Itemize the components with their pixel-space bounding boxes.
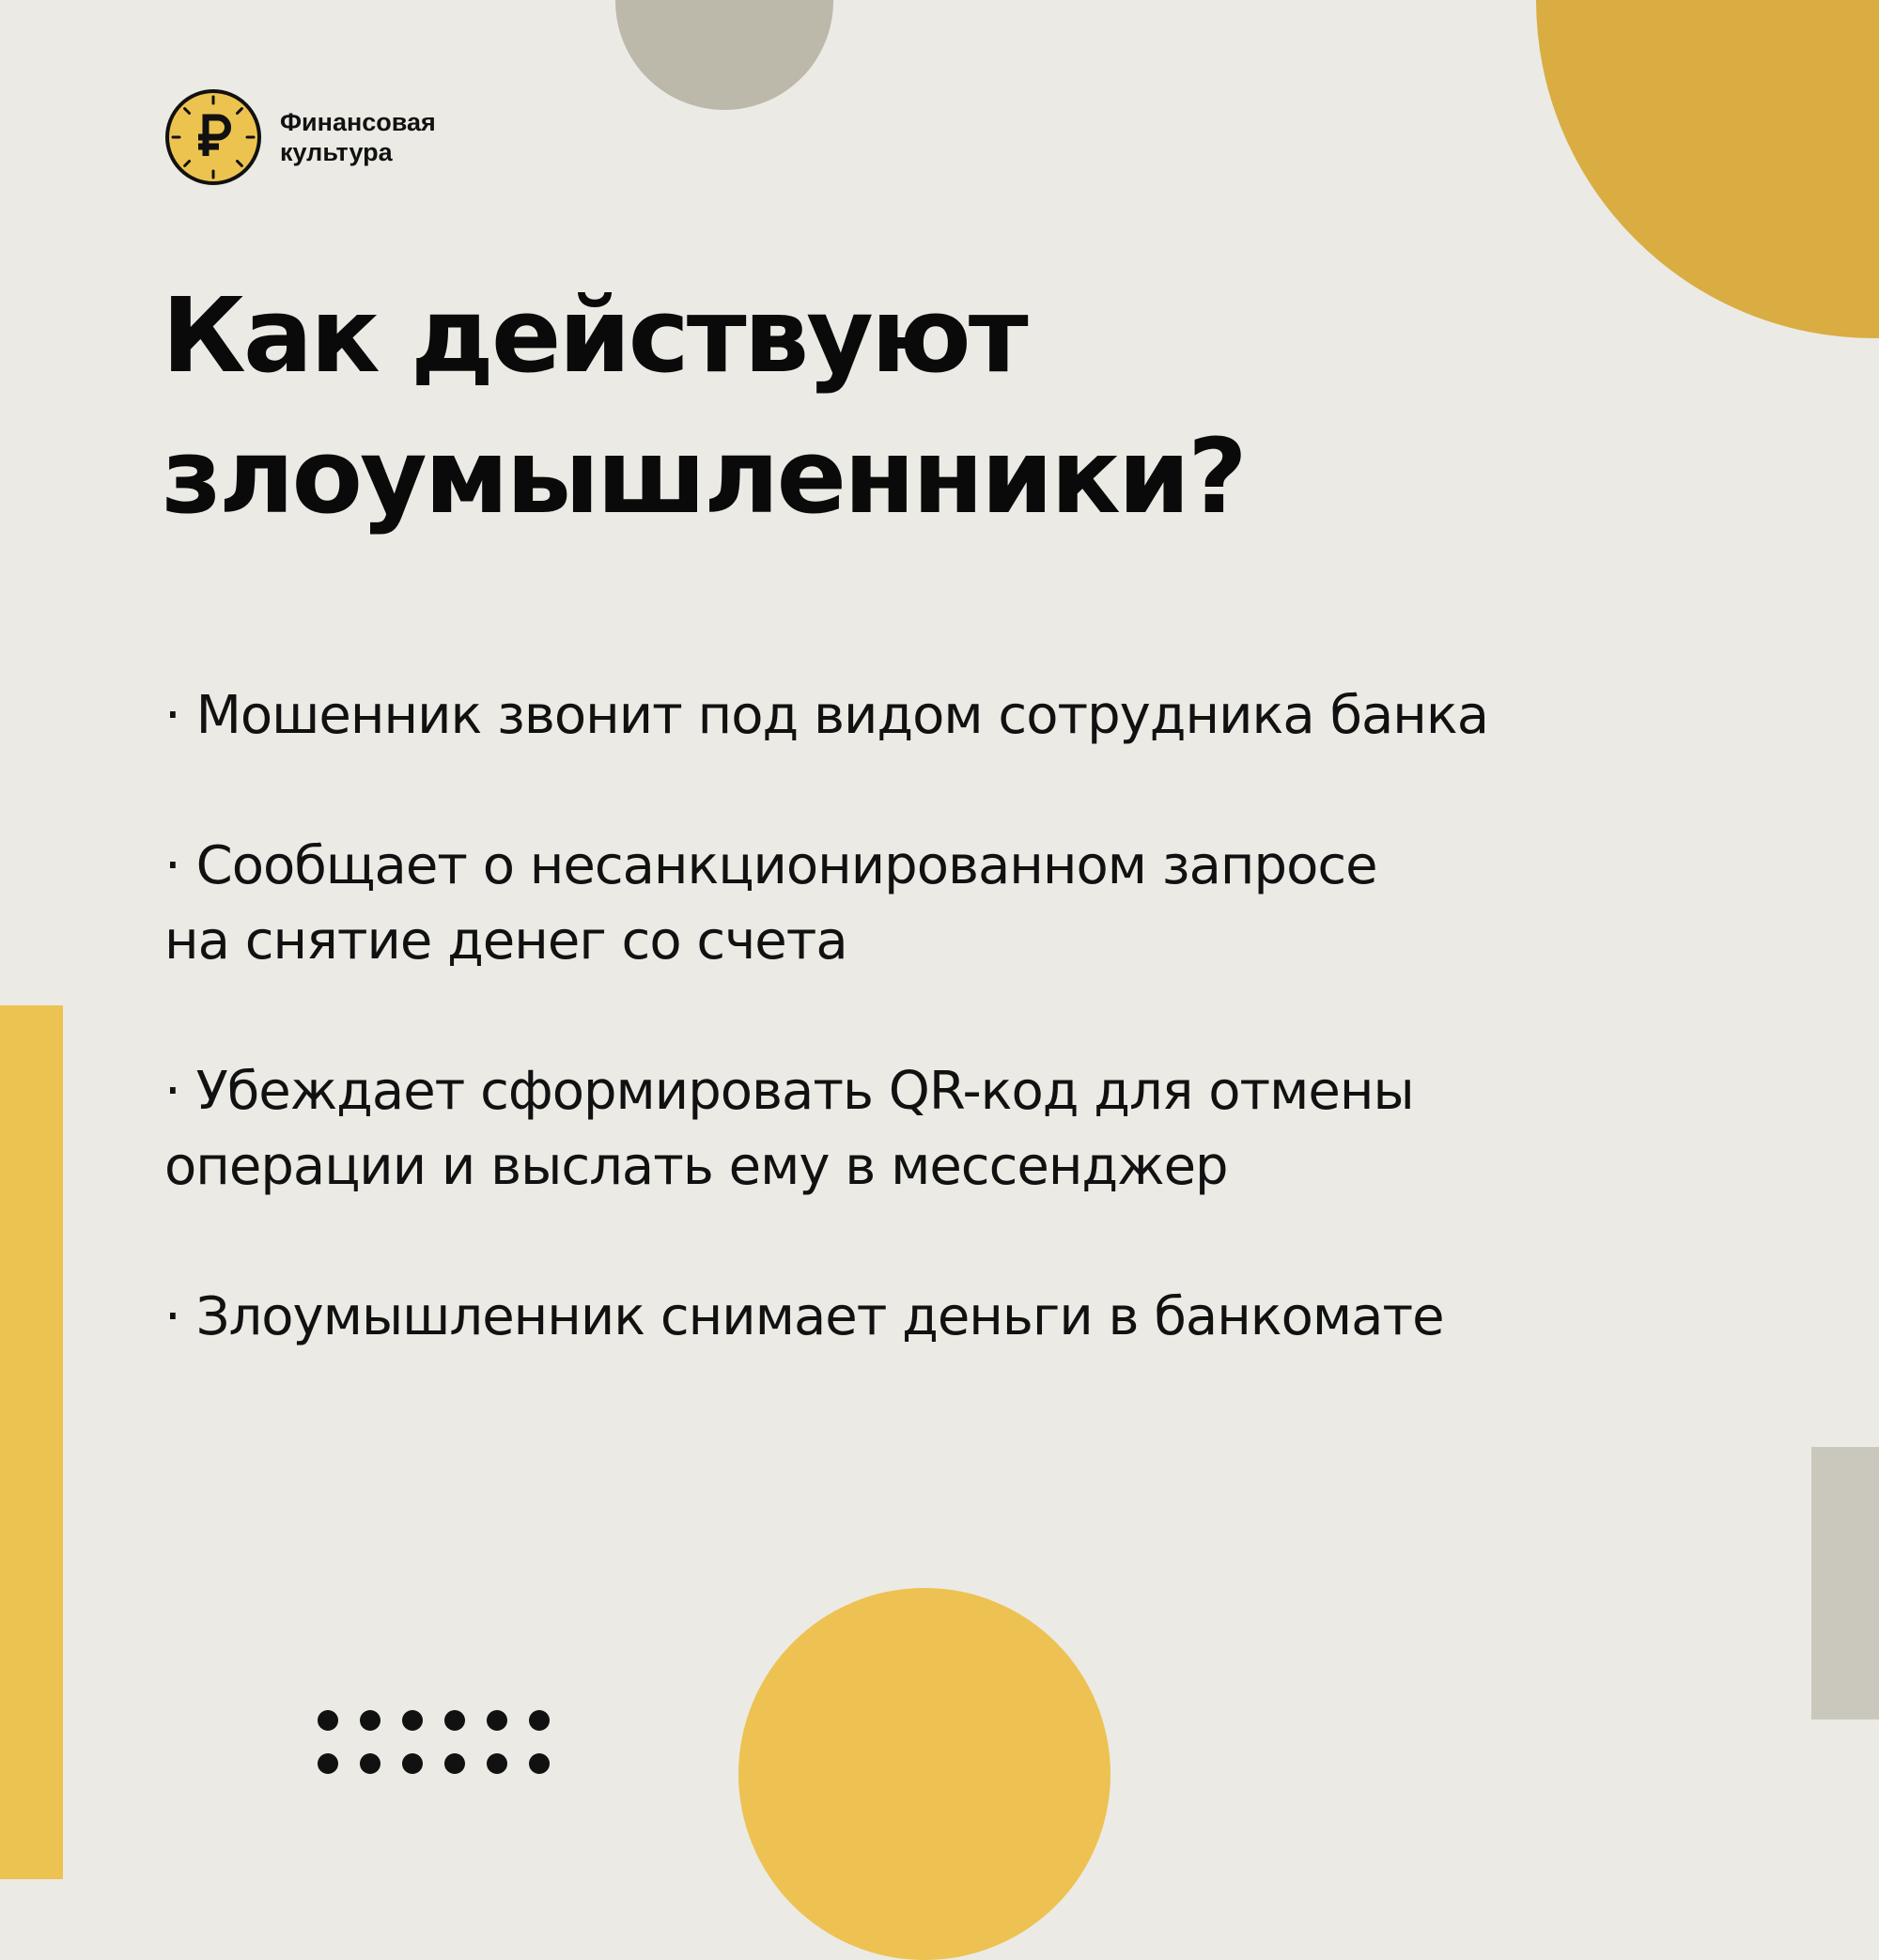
decor-bar-left [0,1005,63,1879]
page-title-line-1: Как действуют [162,275,1026,396]
list-item-text: · Убеждает сформировать QR-код для отмены [164,1061,1414,1122]
list-item [164,1054,1715,1205]
decor-dot [444,1710,465,1731]
ruble-coin-icon [164,88,262,186]
list-item-text: · Сообщает о несанкционированном запросе [164,835,1377,896]
decor-dot [487,1753,507,1774]
list-item-text: · Мошенник звонит под видом сотрудника банка [164,685,1489,746]
page-title [162,265,1571,547]
decor-dot [318,1710,338,1731]
decor-circle-yellow-bottom [738,1588,1110,1960]
page-title-line-2: злоумышленники? [162,416,1245,537]
decor-bar-right [1811,1447,1879,1719]
list-item-text: на снятие денег со счета [164,910,847,972]
decor-circle-gray [615,0,833,110]
brand-name-line-2: культура [280,138,393,166]
decor-dot [318,1753,338,1774]
list-item [164,1280,1715,1355]
decor-circle-gold-large [1536,0,1879,338]
decor-dot [402,1753,423,1774]
decor-dot [529,1753,550,1774]
list-item-text: операции и выслать ему в мессенджер [164,1136,1228,1197]
list-item [164,829,1715,979]
decor-dot [444,1753,465,1774]
decor-dot [360,1753,380,1774]
scheme-steps-list [164,678,1715,1430]
list-item-text: · Злоумышленник снимает деньги в банкомате [164,1286,1444,1347]
decor-dot [402,1710,423,1731]
decor-dot [487,1710,507,1731]
brand-name-line-1: Финансовая [280,108,436,136]
decor-dot-grid [318,1710,550,1774]
decor-dot [529,1710,550,1731]
brand-name [280,107,436,167]
brand-logo [164,88,436,186]
list-item [164,678,1715,754]
decor-dot [360,1710,380,1731]
